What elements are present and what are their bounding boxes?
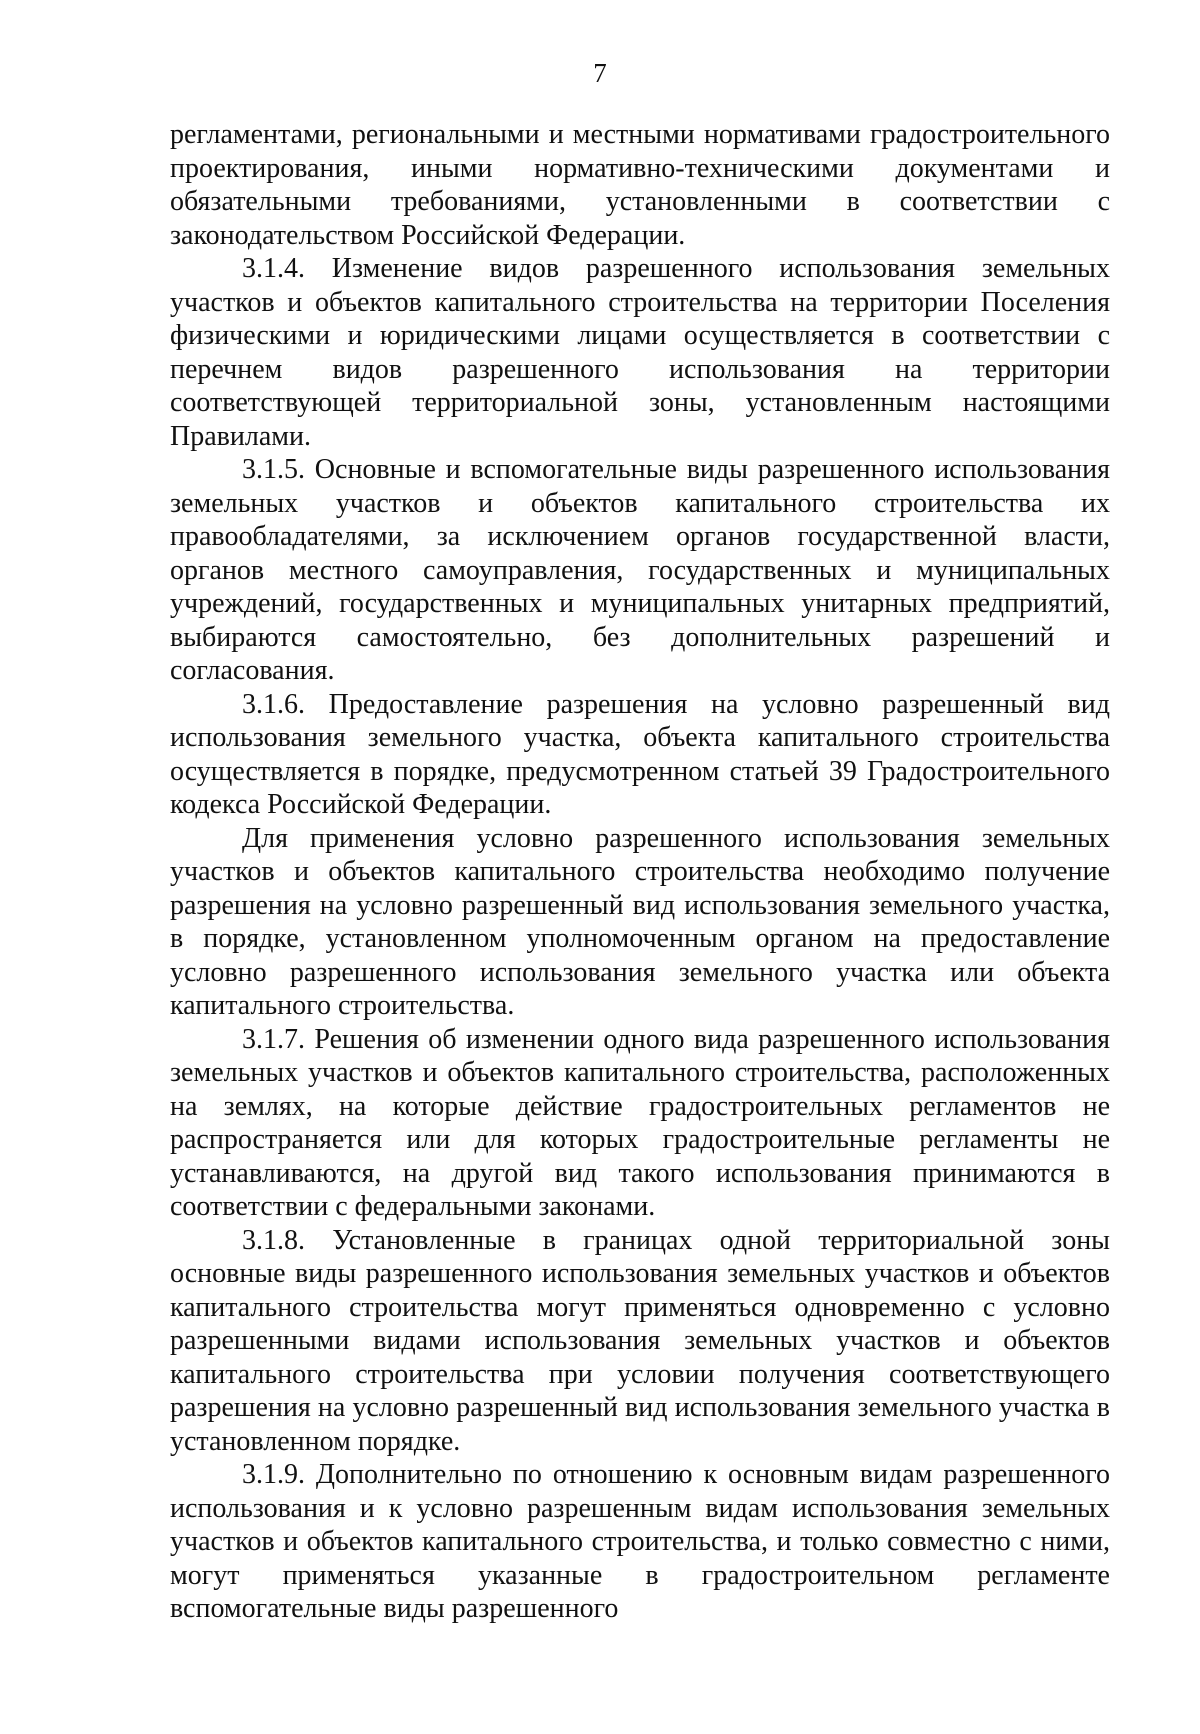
paragraph-conditional-use: Для применения условно разрешенного использования земельных участков и объектов капитального строительства необходимо получение разрешения на условно разрешенный вид использования земельного участка, в порядке, установленном уполномоченным органом на предоставление условно разрешенного использования земельного участка или объекта капитального строительства. [170, 822, 1110, 1021]
paragraph-3-1-9: 3.1.9. Дополнительно по отношению к основным видам разрешенного использования и к условно разрешенным видам использования земельных участков и объектов капитального строительства, и только совместно с ними, могут применяться указанные в градостроительном регламенте вспомогательные виды разрешенного [170, 1459, 1110, 1624]
document-body [170, 118, 1110, 1626]
paragraph-3-1-4: 3.1.4. Изменение видов разрешенного использования земельных участков и объектов капитального строительства на территории Поселения физическими и юридическими лицами осуществляется в соответствии с перечнем видов разрешенного использования на территории соответствующей территориальной зоны, установленным настоящими Правилами. [170, 253, 1110, 452]
paragraph-3-1-6: 3.1.6. Предоставление разрешения на условно разрешенный вид использования земельного участка, объекта капитального строительства осуществляется в порядке, предусмотренном статьей 39 Градостроительного кодекса Российской Федерации. [170, 688, 1110, 820]
page-number: 7 [593, 58, 607, 88]
paragraph-3-1-5: 3.1.5. Основные и вспомогательные виды разрешенного использования земельных участков и объектов капитального строительства их правообладателями, за исключением органов государственной власти, органов местного самоуправления, государственных и муниципальных учреждений, государственных и муниципальных унитарных предприятий, выбираются самостоятельно, без дополнительных разрешений и согласования. [170, 454, 1110, 686]
paragraph-3-1-8: 3.1.8. Установленные в границах одной территориальной зоны основные виды разрешенного использования земельных участков и объектов капитального строительства могут применяться одновременно с условно разрешенными видами использования земельных участков и объектов капитального строительства при условии получения соответствующего разрешения на условно разрешенный вид использования земельного участка в установленном порядке. [170, 1224, 1110, 1457]
paragraph-continuation: регламентами, региональными и местными нормативами градостроительного проектирования, иными нормативно-техническими документами и обязательными требованиями, установленными в соответствии с законодательством Российской Федерации. [170, 119, 1110, 251]
paragraph-3-1-7: 3.1.7. Решения об изменении одного вида разрешенного использования земельных участков и объектов капитального строительства, расположенных на землях, на которые действие градостроительных регламентов не распространяется или для которых градостроительные регламенты не устанавливаются, на другой вид такого использования принимаются в соответствии с федеральными законами. [170, 1023, 1110, 1222]
